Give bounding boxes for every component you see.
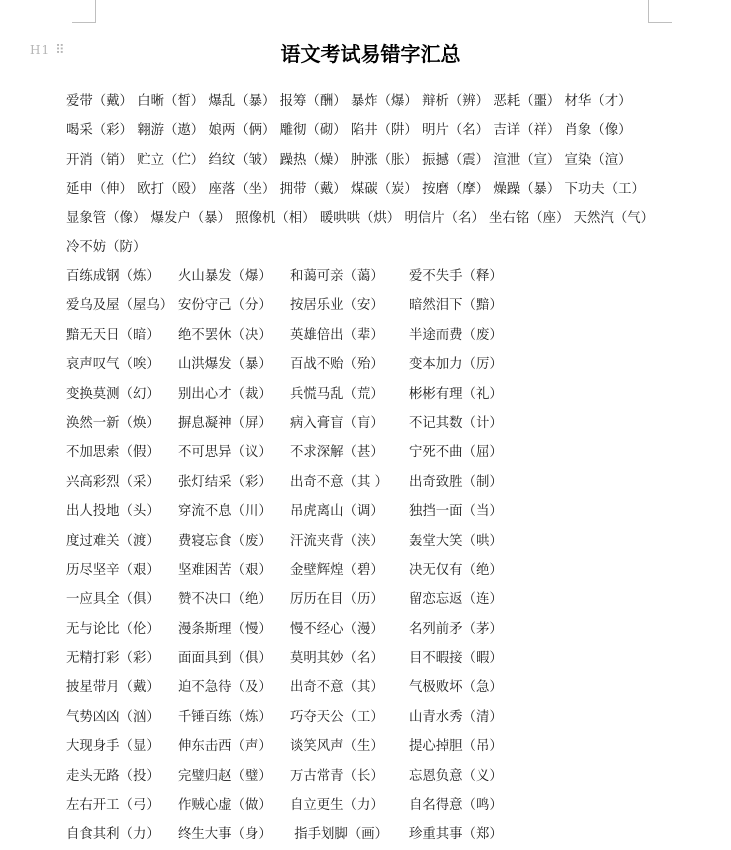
idiom-item: 独挡一面（当）: [409, 504, 503, 520]
idiom-item: 山洪爆发（暴）: [178, 357, 272, 373]
idiom-item: 慢不经心（漫）: [290, 621, 384, 637]
idiom-item: 决无仅有（绝）: [409, 562, 503, 578]
idiom-item: 赞不决口（绝）: [178, 592, 272, 608]
idiom-item: 宁死不曲（屈）: [409, 445, 503, 461]
word-item: 绉纹（皱）: [208, 152, 276, 168]
idiom-item: 安份守己（分）: [178, 298, 272, 314]
idiom-item: 暗然泪下（黯）: [409, 298, 503, 314]
word-item: 暴炸（爆）: [350, 94, 418, 109]
word-item: 材华（才）: [564, 94, 632, 109]
word-item: 陷井（阱）: [350, 123, 418, 139]
idiom-item: 和蔼可亲（蔼）: [290, 269, 384, 284]
idiom-item: 名列前矛（茅）: [409, 621, 503, 637]
idiom-item: 自食其利（力）: [66, 827, 160, 843]
word-item: 报筹（酬）: [279, 94, 347, 109]
idiom-item: 百战不贻（殆）: [290, 357, 384, 373]
idiom-item: 山青水秀（清）: [409, 709, 503, 725]
idiom-item: 千锤百练（炼）: [178, 709, 272, 725]
idiom-item: 吊虎离山（调）: [290, 504, 384, 520]
idiom-item: 珍重其事（郑）: [409, 827, 503, 843]
crop-mark-top-right-vertical: [648, 0, 649, 22]
idiom-item: 万古常青（长）: [290, 768, 384, 784]
crop-mark-top-right-horizontal: [648, 22, 672, 23]
idiom-item: 黯无天日（暗）: [66, 327, 160, 343]
idiom-item: 左右开工（弓）: [66, 798, 160, 814]
idiom-item: 兵慌马乱（荒）: [290, 386, 384, 402]
idiom-item: 漫条斯理（慢）: [178, 621, 272, 637]
idiom-item: 历尽坚辛（艰）: [66, 562, 160, 578]
idiom-item: 大现身手（显）: [66, 739, 160, 755]
idiom-item: 作贼心虚（做）: [178, 798, 272, 814]
idiom-item: 出奇致胜（制）: [409, 474, 503, 490]
idiom-item: 涣然一新（焕）: [66, 415, 160, 431]
drag-handle-icon[interactable]: ⠿: [55, 43, 66, 58]
idiom-item: 面面具到（俱）: [178, 651, 272, 667]
idiom-item: 指手划脚（画）: [290, 827, 388, 843]
idiom-item: 哀声叹气（唉）: [66, 357, 160, 373]
idiom-item: 穿流不息（川）: [178, 504, 272, 520]
page-title: 语文考试易错字汇总: [280, 42, 461, 66]
crop-mark-top-left-vertical: [95, 0, 96, 22]
idiom-item: 自名得意（鸣）: [409, 798, 503, 814]
word-item: 娘两（俩）: [208, 123, 276, 139]
idiom-item: 费寝忘食（废）: [178, 533, 272, 549]
word-item: 暖哄哄（烘）: [319, 211, 401, 227]
idiom-item: 终生大事（身）: [178, 827, 272, 843]
word-item: 雕彻（砌）: [279, 123, 347, 139]
word-item: 喝采（彩）: [66, 123, 133, 139]
idiom-item: 迫不急待（及）: [178, 680, 272, 696]
word-item: 宣染（渲）: [564, 152, 632, 168]
word-item: 爆发户（暴）: [150, 211, 231, 227]
word-item: 明信片（名）: [404, 211, 485, 227]
idiom-item: 一应具全（俱）: [66, 592, 160, 608]
word-item: 座落（坐）: [208, 181, 276, 197]
word-item: 开消（销）: [66, 152, 133, 168]
idiom-item: 完璧归赵（璧）: [178, 768, 272, 784]
idiom-item: 彬彬有理（礼）: [409, 386, 503, 402]
idiom-item: 不记其数（计）: [409, 415, 503, 431]
crop-mark-top-left-horizontal: [72, 22, 96, 23]
idiom-item: 出奇不意（其 ）: [290, 474, 388, 490]
word-item: 渲泄（宣）: [493, 152, 561, 168]
idiom-item: 英雄倍出（辈）: [290, 327, 384, 343]
word-item: 翱游（遨）: [137, 123, 205, 139]
idiom-item: 提心掉胆（吊）: [409, 739, 503, 755]
idiom-item: 半途而费（废）: [409, 327, 503, 343]
idiom-item: 厉历在目（历）: [290, 592, 384, 608]
idiom-item: 走头无路（投）: [66, 768, 160, 784]
idiom-item: 无与论比（伦）: [66, 621, 160, 637]
idiom-item: 按居乐业（安）: [290, 298, 384, 314]
misspelled-words-paragraph: [66, 87, 686, 263]
idiom-item: 莫明其妙（名）: [290, 651, 384, 667]
word-item: 坐右铭（座）: [489, 211, 570, 227]
idiom-item: 坚难困苦（艰）: [178, 562, 272, 578]
idiom-item: 出奇不意（其）: [290, 680, 384, 696]
idiom-item: 病入膏盲（肓）: [290, 415, 384, 431]
word-item: 显象管（像）: [66, 211, 147, 227]
idiom-item: 变本加力（厉）: [409, 357, 503, 373]
idiom-item: 目不暇接（暇）: [409, 651, 503, 667]
idiom-item: 兴高彩烈（采）: [66, 474, 160, 490]
word-item: 吉详（祥）: [493, 123, 561, 139]
idiom-item: 忘恩负意（义）: [409, 768, 503, 784]
heading-level-icon[interactable]: H1: [30, 43, 51, 57]
word-item: 白晰（皙）: [137, 94, 205, 109]
idiom-item: 别出心才（裁）: [178, 386, 272, 402]
word-item: 按磨（摩）: [422, 181, 490, 197]
word-item: 延申（伸）: [66, 181, 133, 197]
idiom-item: 绝不罢休（决）: [178, 327, 272, 343]
word-item: 爱带（戴）: [66, 94, 133, 109]
word-item: 欧打（殴）: [137, 181, 205, 197]
idiom-item: 度过难关（渡）: [66, 533, 160, 549]
word-item: 肖象（像）: [564, 123, 632, 139]
idiom-item: 汗流夹背（浃）: [290, 533, 384, 549]
word-item: 辩析（辨）: [422, 94, 490, 109]
word-item: 明片（名）: [422, 123, 490, 139]
idiom-item: 变换莫测（幻）: [66, 386, 160, 402]
word-item: 恶耗（噩）: [493, 94, 561, 109]
word-item: 拥带（戴）: [279, 181, 347, 197]
word-item: 躁热（燥）: [279, 152, 347, 168]
idiom-item: 不可思异（议）: [178, 445, 272, 461]
word-item: 振撼（震）: [422, 152, 490, 168]
idiom-item: 出人投地（头）: [66, 504, 160, 520]
word-item: 天然汽（气）: [573, 211, 654, 227]
word-paragraph: [66, 87, 686, 263]
idiom-item: 不求深解（甚）: [290, 445, 384, 461]
word-item: 煤碳（炭）: [350, 181, 418, 197]
word-item: 冷不妨（防）: [66, 240, 147, 256]
idiom-item: 巧夺天公（工）: [290, 709, 384, 725]
idiom-item: 不加思索（假）: [66, 445, 160, 461]
idiom-item: 百练成钢（炼）: [66, 269, 160, 284]
word-item: 贮立（伫）: [137, 152, 205, 168]
word-item: 爆乱（暴）: [208, 94, 276, 109]
idiom-item: 留恋忘返（连）: [409, 592, 503, 608]
idiom-item: 爱乌及屋（屋乌）: [66, 298, 174, 314]
idiom-item: 自立更生（力）: [290, 798, 384, 814]
word-item: 照像机（相）: [235, 211, 316, 227]
idiom-item: 爱不失手（释）: [409, 269, 503, 284]
word-item: 肿涨（胀）: [350, 152, 418, 168]
idiom-item: 火山暴发（爆）: [178, 269, 272, 284]
idiom-item: 张灯结采（彩）: [178, 474, 272, 490]
idiom-item: 气势凶凶（汹）: [66, 709, 160, 725]
idiom-item: 气极败坏（急）: [409, 680, 503, 696]
idiom-item: 披星带月（戴）: [66, 680, 160, 696]
idiom-item: 无精打彩（彩）: [66, 651, 160, 667]
idiom-item: 谈笑风声（生）: [290, 739, 384, 755]
idiom-item: 金壁辉煌（碧）: [290, 562, 384, 578]
idiom-item: 伸东击西（声）: [178, 739, 272, 755]
idiom-item: 轰堂大笑（哄）: [409, 533, 503, 549]
idiom-item: 摒息凝神（屏）: [178, 415, 272, 431]
word-item: 下功夫（工）: [564, 181, 645, 197]
word-item: 燥躁（暴）: [493, 181, 561, 197]
